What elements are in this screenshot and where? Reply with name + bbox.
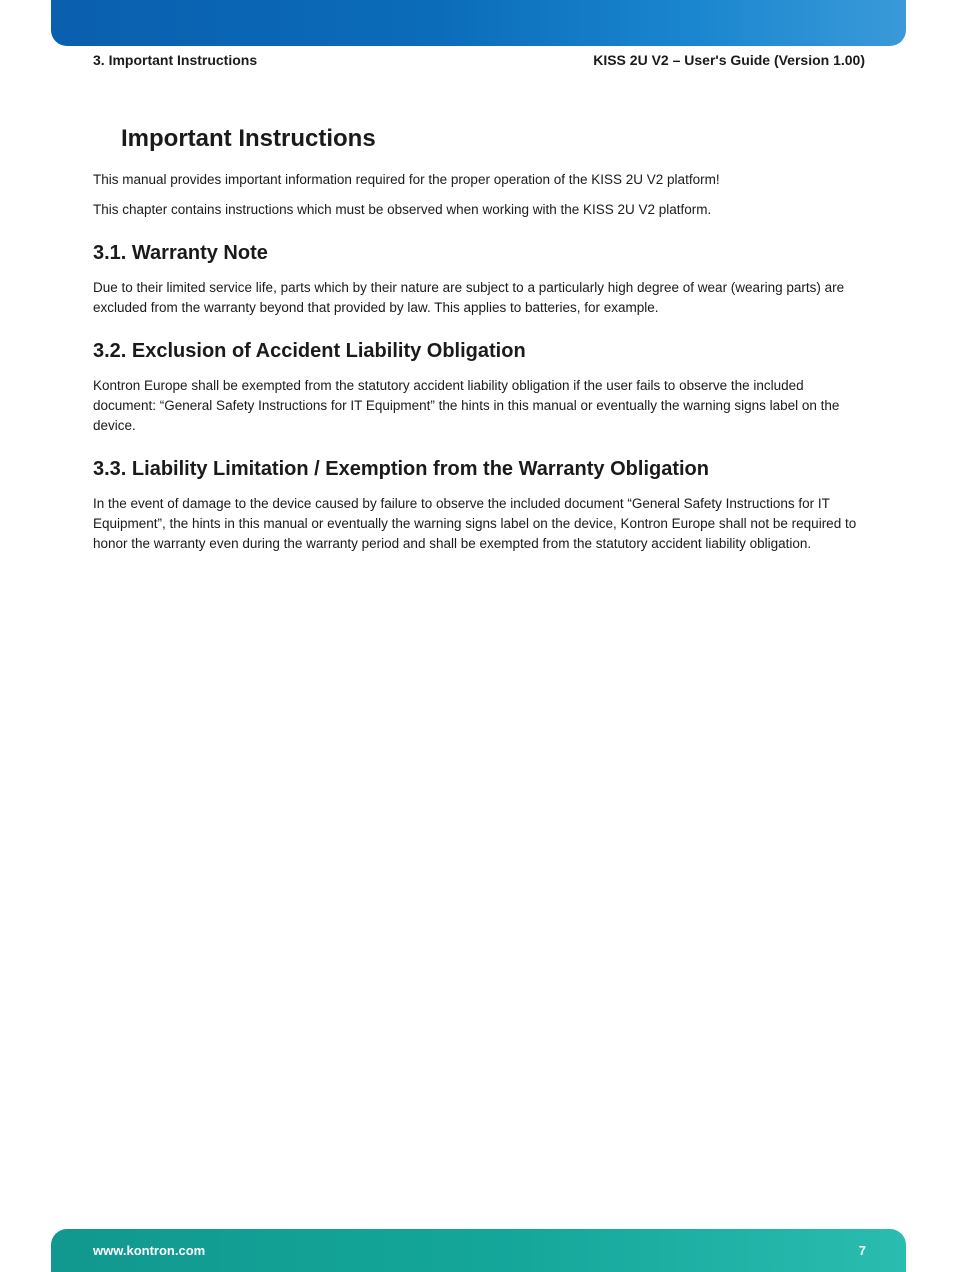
page-content bbox=[93, 124, 863, 564]
section-body-liability-limitation: In the event of damage to the device caused by failure to observe the included document “General Safety Instructions for IT Equipment”, the hints in this manual or eventually the warning signs label on the device, Kontron Europe shall not be required to honor the warranty even during the warranty period and shall be exempted from the statutory accident liability obligation. bbox=[93, 496, 857, 551]
section-heading-accident-liability: 3.2. Exclusion of Accident Liability Obligation bbox=[93, 340, 526, 362]
section-body-warranty-note: Due to their limited service life, parts which by their nature are subject to a particularly high degree of wear (wearing parts) are excluded from the warranty beyond that provided by law. This applies to batteries, for example. bbox=[93, 280, 845, 315]
header-section-title: 3. Important Instructions bbox=[93, 52, 258, 68]
section-heading-liability-limitation: 3.3. Liability Limitation / Exemption from the Warranty Obligation bbox=[93, 458, 709, 480]
section-body-accident-liability: Kontron Europe shall be exempted from the statutory accident liability obligation if the user fails to observe the included document: “General Safety Instructions for IT Equipment” the hints in this manual or eventually the warning signs label on the device. bbox=[93, 378, 840, 433]
header-banner bbox=[51, 0, 906, 46]
intro-paragraph-1: This manual provides important information required for the proper operation of the KISS 2U V2 platform! bbox=[93, 172, 720, 187]
header-document-title: KISS 2U V2 – User's Guide (Version 1.00) bbox=[593, 52, 865, 68]
page-title: Important Instructions bbox=[121, 125, 376, 152]
footer-page-number: 7 bbox=[858, 1243, 866, 1258]
footer-website-link[interactable]: www.kontron.com bbox=[93, 1243, 206, 1258]
intro-paragraph-2: This chapter contains instructions which must be observed when working with the KISS 2U V2 platform. bbox=[93, 202, 712, 217]
section-heading-warranty-note: 3.1. Warranty Note bbox=[93, 242, 268, 264]
